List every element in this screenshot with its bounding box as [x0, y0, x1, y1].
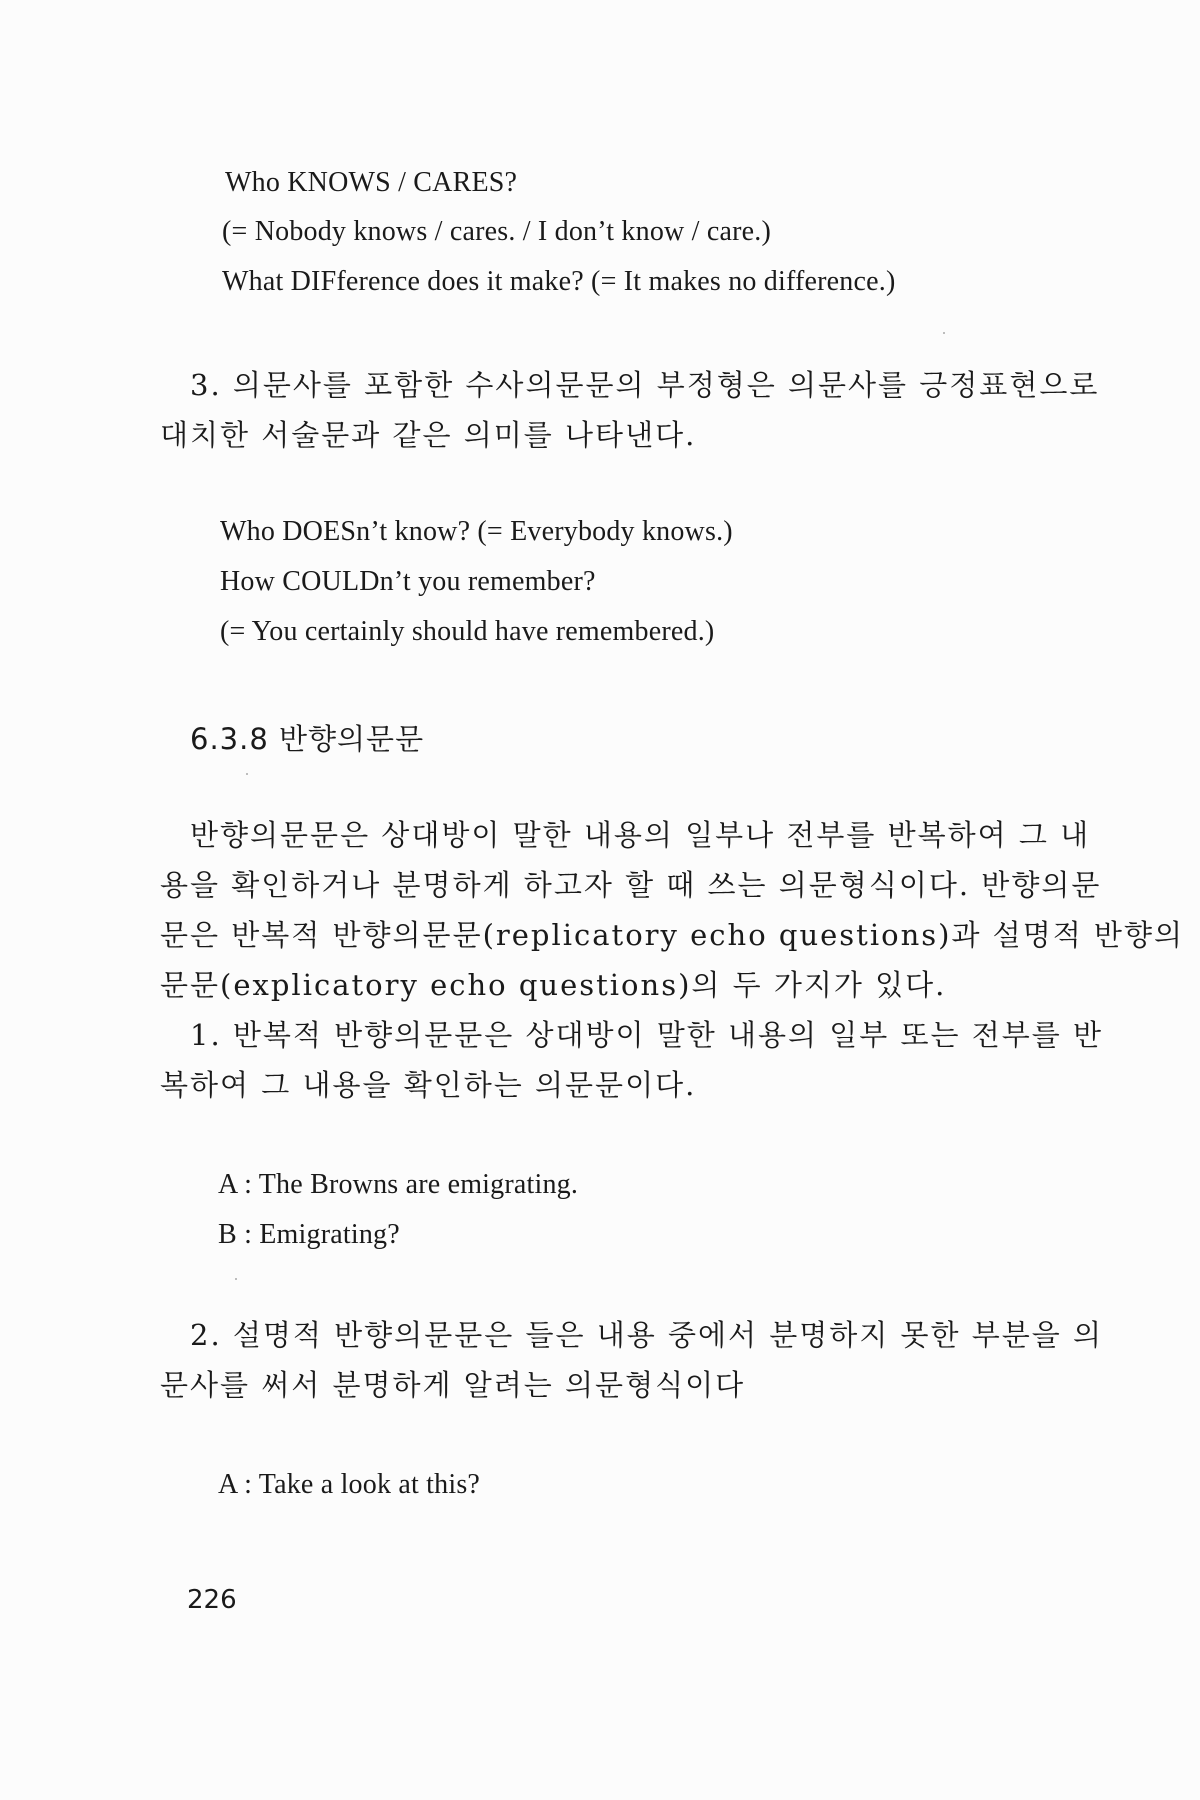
scan-speck	[943, 332, 945, 334]
dialog1-speaker-b: B : Emigrating?	[218, 1219, 400, 1250]
dialog1-speaker-a: A : The Browns are emigrating.	[218, 1169, 579, 1200]
scan-speck	[246, 773, 248, 775]
dialog2-speaker-a: A : Take a look at this?	[218, 1469, 481, 1500]
example-who-doesnt: Who DOESn’t know? (= Everybody knows.)	[220, 516, 733, 547]
item3-line2: 대치한 서술문과 같은 의미를 나타낸다.	[160, 418, 697, 452]
item2-line2: 문사를 써서 분명하게 알려는 의문형식이다	[160, 1368, 746, 1402]
example-you-certainly: (= You certainly should have remembered.)	[220, 616, 715, 647]
paragraph-line5: 1. 반복적 반향의문문은 상대방이 말한 내용의 일부 또는 전부를 반	[190, 1018, 1103, 1052]
paragraph-line3: 문은 반복적 반향의문문(replicatory echo questions)과 설명적 반향의	[160, 918, 1184, 952]
item2-line1: 2. 설명적 반향의문문은 들은 내용 중에서 분명하지 못한 부분을 의	[190, 1318, 1103, 1352]
paragraph-line4: 문문(explicatory echo questions)의 두 가지가 있다.	[160, 968, 947, 1002]
section-heading: 6.3.8 반향의문문	[190, 722, 425, 756]
paragraph-line6: 복하여 그 내용을 확인하는 의문문이다.	[160, 1068, 697, 1102]
example-what-difference: What DIFference does it make? (= It makes no difference.)	[222, 266, 896, 297]
paragraph-line1: 반향의문문은 상대방이 말한 내용의 일부나 전부를 반복하여 그 내	[190, 818, 1091, 852]
item3-line1: 3. 의문사를 포함한 수사의문문의 부정형은 의문사를 긍정표현으로	[190, 368, 1100, 402]
example-who-knows: Who KNOWS / CARES?	[225, 167, 518, 198]
paragraph-line2: 용을 확인하거나 분명하게 하고자 할 때 쓰는 의문형식이다. 반향의문	[160, 868, 1102, 902]
scan-speck	[235, 1278, 237, 1280]
example-how-couldnt: How COULDn’t you remember?	[220, 566, 596, 597]
page-number: 226	[187, 1585, 237, 1615]
example-nobody-knows: (= Nobody knows / cares. / I don’t know / care.)	[222, 216, 771, 247]
